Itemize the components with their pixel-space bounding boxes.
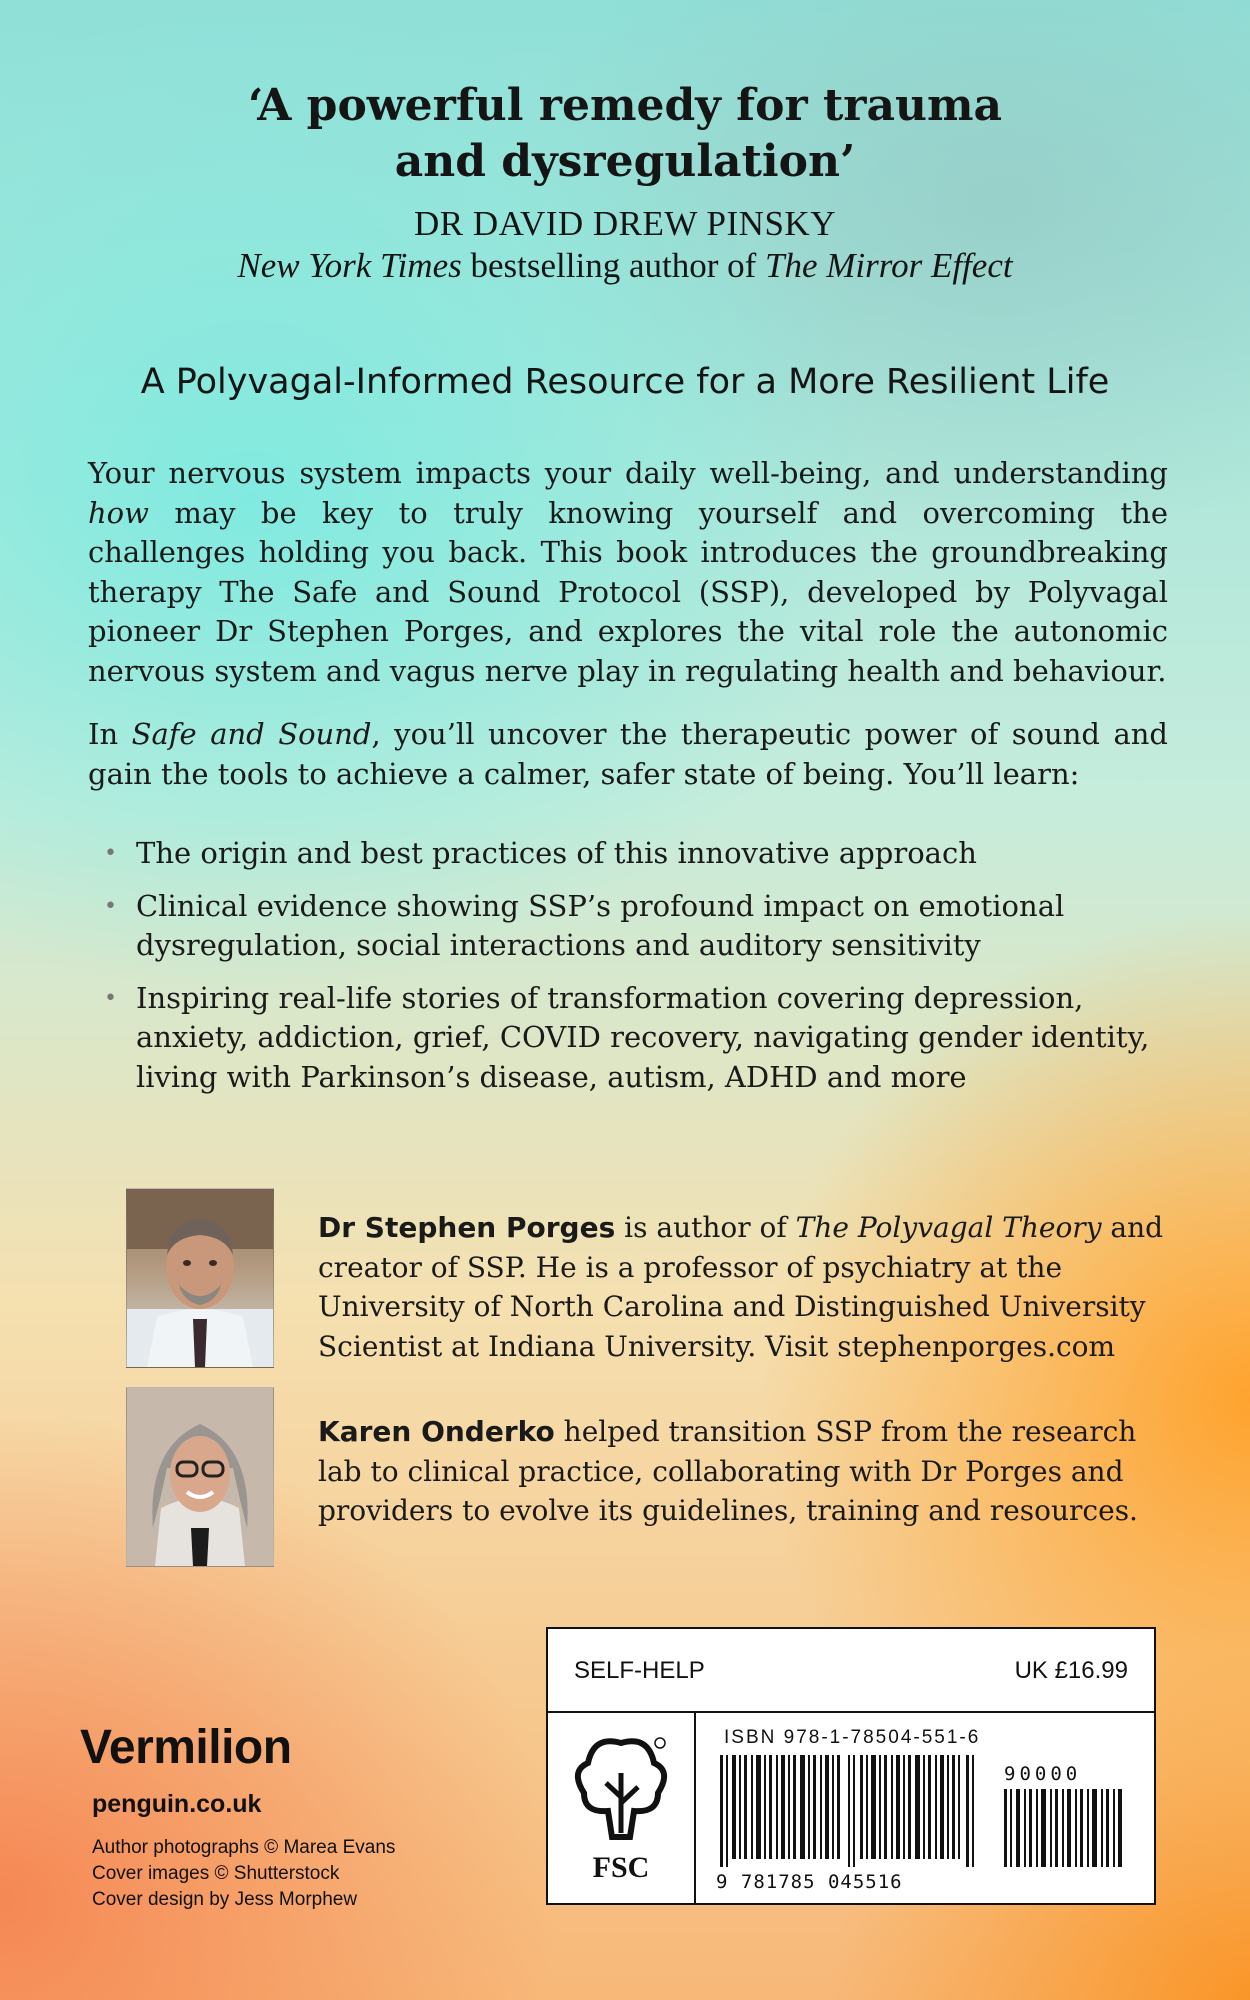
bullet-icon: • bbox=[104, 893, 117, 919]
credit-book: The Mirror Effect bbox=[765, 246, 1013, 285]
p1-text-a: Your nervous system impacts your daily well-being, and understanding bbox=[88, 456, 1168, 490]
addon-barcode-icon bbox=[1004, 1789, 1128, 1867]
credit-line: Cover images © Shutterstock bbox=[92, 1863, 340, 1884]
list-item bbox=[104, 834, 1176, 874]
p2-text-a: In bbox=[88, 717, 132, 751]
fsc-cell bbox=[548, 1713, 696, 1905]
p1-text-b: may be key to truly knowing yourself and overcoming the challenges holding you back. This book introduces the groundbreaking therapy The Safe and Sound Protocol (SSP), developed by Polyvagal pioneer Dr Stephen Porges, and explores the vital role the autonomic nervous system and vagus nerve play in regulating health and behaviour. bbox=[88, 495, 1168, 688]
p1-emphasis: how bbox=[88, 495, 149, 530]
fsc-tree-icon bbox=[548, 1713, 694, 1853]
ean-digits: 9 781785 045516 bbox=[716, 1871, 903, 1893]
credit-line: Cover design by Jess Morphew bbox=[92, 1889, 358, 1910]
list-item bbox=[104, 979, 1176, 1098]
endorser-name: DR DAVID DREW PINSKY bbox=[414, 204, 836, 243]
bullet-icon: • bbox=[104, 985, 117, 1011]
endorsement-quote bbox=[0, 78, 1250, 190]
category-label: SELF-HELP bbox=[574, 1657, 705, 1684]
description-paragraph-2 bbox=[88, 715, 1168, 794]
credit-text: bestselling author of bbox=[461, 246, 766, 285]
credit-publication: New York Times bbox=[237, 246, 462, 285]
portrait-woman-image bbox=[127, 1388, 273, 1566]
learning-list bbox=[104, 834, 1176, 1110]
quote-line-2: and dysregulation’ bbox=[394, 136, 856, 187]
author-bio-onderko bbox=[318, 1412, 1168, 1531]
bio-text-a: is author of bbox=[615, 1211, 796, 1244]
barcode-box bbox=[546, 1627, 1156, 1905]
author-name: Dr Stephen Porges bbox=[318, 1211, 616, 1244]
bullet-icon: • bbox=[104, 841, 117, 866]
p2-text-b: , you’ll uncover the therapeutic power of sound and gain the tools to achieve a calmer, safer state of being. You’ll learn: bbox=[88, 717, 1168, 791]
portrait-man-image bbox=[127, 1189, 273, 1367]
isbn-text: ISBN 978-1-78504-551-6 bbox=[724, 1727, 981, 1748]
vermilion-logo: Vermilion bbox=[80, 1721, 292, 1774]
ean-barcode-icon bbox=[720, 1755, 990, 1867]
author-name: Karen Onderko bbox=[318, 1415, 555, 1448]
credit-line: Author photographs © Marea Evans bbox=[92, 1837, 396, 1858]
list-item-text: Clinical evidence showing SSP’s profound impact on emotional dysregulation, social interactions and auditory sensitivity bbox=[136, 888, 1065, 962]
list-item bbox=[104, 887, 1176, 966]
publisher-website[interactable]: penguin.co.uk bbox=[92, 1790, 262, 1818]
price-row bbox=[548, 1629, 1154, 1713]
bio-book-title: The Polyvagal Theory bbox=[795, 1211, 1102, 1244]
price-label: UK £16.99 bbox=[1014, 1657, 1128, 1684]
description-paragraph-1 bbox=[88, 454, 1168, 691]
author-photo-onderko bbox=[126, 1387, 274, 1567]
fsc-label: FSC bbox=[592, 1851, 650, 1884]
author-bio-porges bbox=[318, 1208, 1168, 1366]
book-subtitle: A Polyvagal-Informed Resource for a More Resilient Life bbox=[140, 362, 1110, 402]
p2-book-title: Safe and Sound bbox=[131, 717, 372, 751]
list-item-text: Inspiring real-life stories of transformation covering depression, anxiety, addiction, grief, COVID recovery, navigating gender identity, living with Parkinson’s disease, autism, ADHD and more bbox=[136, 980, 1150, 1094]
cover-credits bbox=[92, 1835, 395, 1913]
endorser-credit bbox=[0, 246, 1250, 286]
bio-text-b: and creator of SSP. He is a professor of psychiatry at the University of North Carolina and Distinguished University Scientist at Indiana University. Visit stephenporges.com bbox=[318, 1211, 1164, 1363]
addon-digits: 90000 bbox=[1004, 1763, 1082, 1785]
quote-line-1: ‘A powerful remedy for trauma bbox=[247, 80, 1003, 131]
list-item-text: The origin and best practices of this innovative approach bbox=[136, 836, 977, 870]
bio-text-a: helped transition SSP from the research lab to clinical practice, collaborating with Dr Porges and providers to evolve its guidelines, training and resources. bbox=[318, 1415, 1138, 1527]
author-photo-porges bbox=[126, 1188, 274, 1368]
